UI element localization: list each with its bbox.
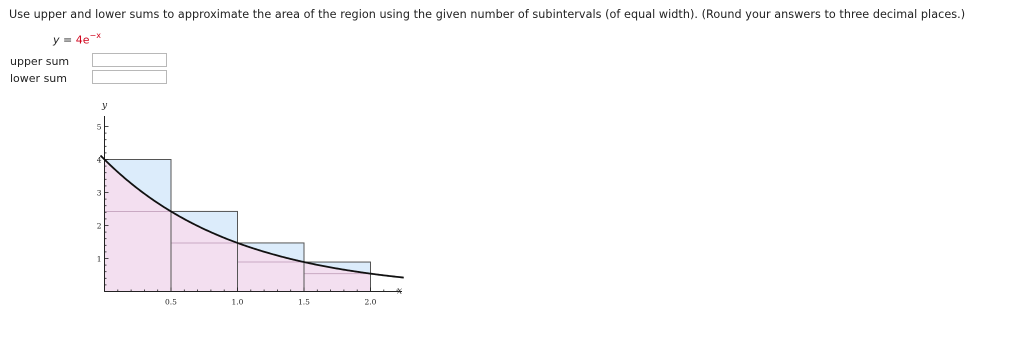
x-axis-label: x	[397, 286, 403, 297]
x-tick-label: 0.5	[165, 297, 177, 307]
question-text: Use upper and lower sums to approximate the area of the region using the given number of subintervals (of equal width). (Round your answers to three decimal places.)	[9, 8, 966, 21]
y-axis-label: y	[102, 101, 108, 111]
y-tick-label: 2	[96, 221, 102, 231]
function-y: y	[53, 33, 60, 47]
x-tick-label: 2.0	[364, 297, 377, 307]
y-tick-label: 5	[96, 122, 102, 132]
lower-sum-label: lower sum	[10, 72, 67, 85]
y-tick-label: 1	[96, 254, 102, 264]
x-tick-label: 1.0	[231, 297, 244, 307]
function-equals: =	[63, 33, 73, 47]
function-exponent: −x	[89, 31, 101, 40]
x-tick-label: 1.5	[298, 297, 310, 307]
function-coefficient: 4e	[75, 33, 90, 47]
y-tick-label: 4	[96, 155, 102, 165]
upper-sum-label: upper sum	[10, 55, 70, 68]
y-tick-label: 3	[96, 188, 102, 198]
